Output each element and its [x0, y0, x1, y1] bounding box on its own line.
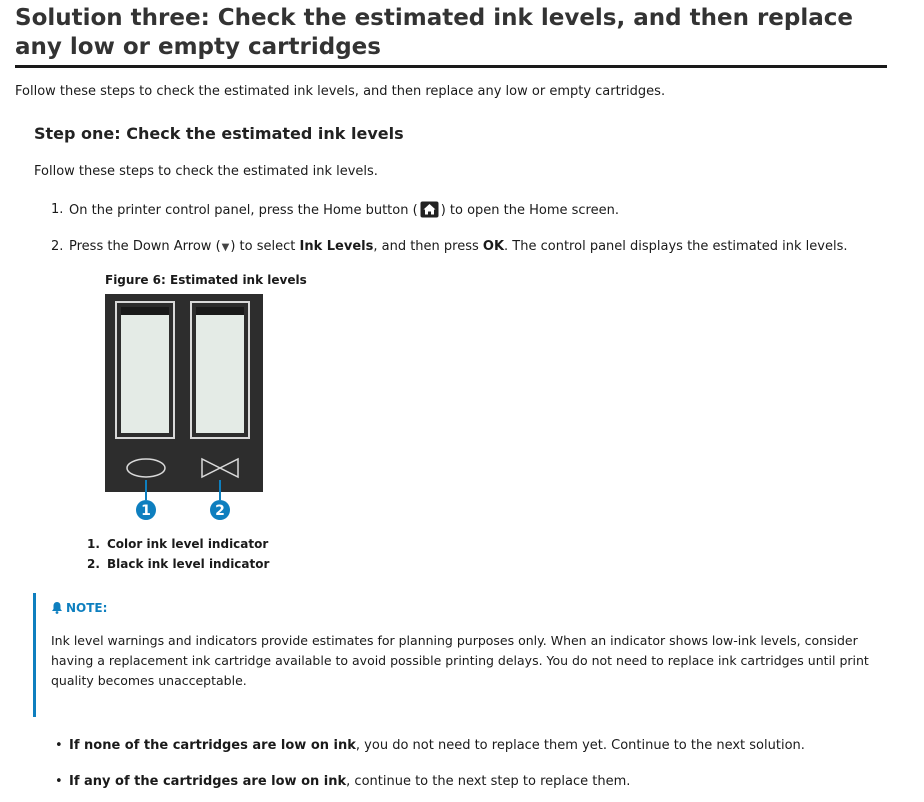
black-ink-level-bar	[196, 315, 244, 433]
note-text: Ink level warnings and indicators provide estimates for planning purposes only. When an indicator shows low-ink levels, consider having a replacement ink cartridge available to avoid possible printing delays. You do not need to replace ink cartridges until print quality becomes unacceptable.	[51, 633, 869, 688]
bullet-text	[69, 737, 805, 755]
bell-icon	[51, 601, 63, 614]
down-arrow-icon: ▼	[221, 242, 230, 253]
note-label: NOTE:	[66, 601, 108, 615]
intro-text: Follow these steps to check the estimated ink levels, and then replace any low or empty cartridges.	[15, 84, 666, 99]
legend-number: 1.	[87, 537, 100, 551]
list-text	[69, 238, 847, 257]
text-before: Press the Down Arrow (	[69, 239, 221, 254]
figure-caption: Figure 6: Estimated ink levels	[105, 273, 307, 287]
text-mid2: , and then press	[373, 239, 483, 254]
legend-label: Black ink level indicator	[107, 557, 270, 571]
bullet-dot: •	[55, 738, 63, 753]
step-intro-text: Follow these steps to check the estimated ink levels.	[34, 164, 378, 179]
color-ink-level-bar	[121, 315, 169, 433]
note-box	[33, 593, 884, 717]
note-title	[51, 601, 107, 615]
list-text	[69, 201, 619, 220]
callout-number-1: 1	[141, 503, 151, 519]
ink-level-figure	[105, 294, 263, 526]
legend-number: 2.	[87, 557, 100, 571]
ok-label: OK	[482, 239, 505, 254]
callout-number-2: 2	[215, 503, 225, 519]
bullet-bold: If none of the cartridges are low on ink	[69, 738, 356, 753]
text-after: . The control panel displays the estimated ink levels.	[504, 239, 848, 254]
bullet-rest: , you do not need to replace them yet. Continue to the next solution.	[355, 738, 805, 753]
list-number: 1.	[51, 202, 64, 217]
text-before: On the printer control panel, press the Home button (	[69, 203, 418, 218]
legend-label: Color ink level indicator	[107, 537, 269, 551]
text-mid: ) to select	[230, 239, 300, 254]
bullet-bold: If any of the cartridges are low on ink	[69, 774, 347, 789]
ink-levels-label: Ink Levels	[299, 239, 374, 254]
page-title: Solution three: Check the estimated ink levels, and then replace any low or empty cartridges	[15, 4, 887, 68]
ink-level-illustration	[105, 294, 263, 522]
home-icon	[420, 201, 439, 218]
text-after: ) to open the Home screen.	[440, 203, 619, 218]
bullet-dot: •	[55, 774, 63, 789]
list-number: 2.	[51, 239, 64, 254]
step-heading: Step one: Check the estimated ink levels	[34, 124, 404, 143]
bullet-text	[69, 773, 630, 791]
bullet-rest: , continue to the next step to replace them.	[346, 774, 631, 789]
